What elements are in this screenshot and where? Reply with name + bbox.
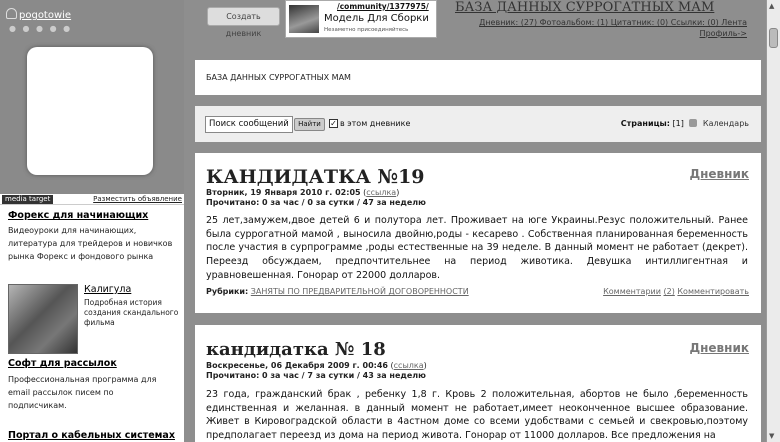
left-sidebar <box>0 0 184 442</box>
post-meta: Вторник, 19 Января 2010 г. 02:05 (ссылка) Прочитано: 0 за час / 0 за сутки / 47 за неделю <box>206 188 426 207</box>
post-rubrics <box>206 287 469 296</box>
ads-block <box>0 194 184 442</box>
rating-dots: ● ● ● ● ● <box>9 24 73 33</box>
rss-icon[interactable] <box>689 119 697 127</box>
post-body: 25 лет,замужем,двое детей 6 и полутора лет. Проживает на юге Украины.Резус положительный. Ранее была суррогатной мамой , выносила двойню,роды - кесарево . Собственная планированная беременность после участия в сурпрограмме ,роды естественные на 39 неделе. В данный момент не работает (декрет). Переезд обсуждаем, предпочтительнее на период животика. Девушка интиллигентная и уравновешенная. Гонорар от 22000 долларов. <box>206 215 748 281</box>
post-read-stats: Прочитано: 0 за час / 0 за сутки / 47 за неделю <box>206 198 426 207</box>
post <box>195 153 761 313</box>
community-name: Модель Для Сборки <box>324 13 429 24</box>
post-meta: Воскресенье, 06 Декабря 2009 г. 00:46 (ссылка) Прочитано: 0 за час / 7 за сутки / 43 за неделю <box>206 361 427 380</box>
post-date: Воскресенье, 06 Декабря 2009 г. 00:46 <box>206 361 388 370</box>
ad-description: Подробная история создания скандального фильма <box>84 298 179 327</box>
search-button[interactable]: Найти <box>294 118 325 131</box>
scroll-down-icon[interactable]: ▼ <box>769 432 775 440</box>
post-permalink[interactable]: ссылка <box>393 361 424 370</box>
post-category-link[interactable]: Дневник <box>689 341 749 355</box>
rubrics-label: Рубрики: <box>206 287 249 296</box>
ad-image[interactable] <box>8 284 78 354</box>
media-target-logo: media target <box>2 195 53 204</box>
stats-links[interactable]: Дневник: (27) Фотоальбом: (1) Цитатник: (0) Ссылки: (0) Лента <box>479 18 747 27</box>
comment-action-link[interactable]: Комментировать <box>677 287 749 296</box>
community-url[interactable]: /community/1377975/ <box>337 2 429 11</box>
post-read-stats: Прочитано: 0 за час / 7 за сутки / 43 за неделю <box>206 371 426 380</box>
post-body: 23 года, гражданский брак , ребенку 1,8 г. Кровь 2 положительная, абортов не было ,беременность единственная и желанная. в данный момент не работает,имеет неоконченное высшее образование. Живет в Кировоградской области в 4астном доме со всеми удобствами с семьей и свекровью,поэтому предполагает переезд из дома на период живота. Гонорар от 11000 долларов. Все предложения на <box>206 389 748 442</box>
search-input[interactable]: Поиск сообщений <box>205 116 293 133</box>
search-in-diary-checkbox[interactable]: ✓ <box>330 119 337 128</box>
avatar <box>27 47 153 175</box>
post-title[interactable]: КАНДИДАТКА №19 <box>206 166 425 188</box>
community-banner[interactable] <box>285 0 437 38</box>
post-category-link[interactable]: Дневник <box>689 167 749 181</box>
ad-description: Видеоуроки для начинающих, литература для трейдеров и новичков рынка Форекс и фондового рынка <box>8 226 173 261</box>
comments-count[interactable]: (2) <box>663 287 675 296</box>
scrollbar-thumb[interactable] <box>769 28 778 48</box>
ad-description: Профессиональная программа для email рассылок писем по подписчикам. <box>8 375 157 410</box>
pages-label: Страницы: <box>620 119 670 128</box>
community-subtitle: Незаметно присоединяйтесь <box>324 27 409 33</box>
scroll-up-icon[interactable]: ▲ <box>769 2 775 10</box>
ads-header <box>0 194 184 205</box>
ad-title[interactable]: Форекс для начинающих <box>8 210 149 221</box>
ad-title[interactable]: Портал о кабельных системах <box>8 430 175 441</box>
post-date: Вторник, 19 Января 2010 г. 02:05 <box>206 188 361 197</box>
search-bar <box>195 106 761 142</box>
username: pogotowie <box>19 10 72 21</box>
calendar-link[interactable]: Календарь <box>702 119 749 128</box>
profile-link[interactable]: Профиль-> <box>699 29 747 38</box>
blog-title-link[interactable]: БАЗА ДАННЫХ СУРРОГАТНЫХ МАМ <box>455 0 715 15</box>
rubric-link[interactable]: ЗАНЯТЫ ПО ПРЕДВАРИТЕЛЬНОЙ ДОГОВОРЕННОСТИ <box>250 287 469 296</box>
community-image <box>289 5 319 33</box>
diary-title: БАЗА ДАННЫХ СУРРОГАТНЫХ МАМ <box>206 73 351 82</box>
user-icon <box>6 8 17 19</box>
place-ad-link[interactable]: Разместить объявление <box>93 195 182 203</box>
post-permalink[interactable]: ссылка <box>366 188 397 197</box>
ad-title[interactable]: Калигула <box>84 284 132 295</box>
post-title[interactable]: кандидатка № 18 <box>206 339 386 360</box>
diary-title-bar <box>195 60 761 95</box>
post-comments <box>603 287 749 296</box>
checkbox-label: в этом дневнике <box>340 119 411 128</box>
pagination <box>621 119 749 128</box>
comments-link[interactable]: Комментарии <box>603 287 661 296</box>
create-diary-button[interactable]: Создать дневник <box>207 7 280 26</box>
username-link[interactable] <box>6 8 71 21</box>
ad-title[interactable]: Софт для рассылок <box>8 358 117 369</box>
vertical-scrollbar[interactable] <box>766 0 780 442</box>
diary-stats <box>479 17 747 39</box>
post <box>195 325 761 442</box>
page-number[interactable]: [1] <box>672 119 684 128</box>
